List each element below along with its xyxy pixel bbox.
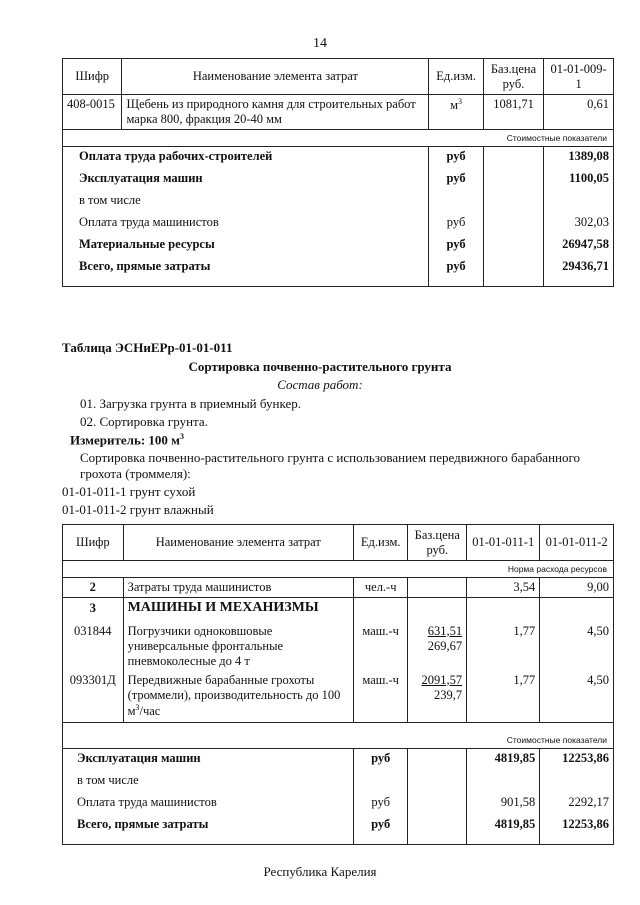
group-code: 3	[63, 598, 124, 622]
work-step: 02. Сортировка грунта.	[80, 414, 208, 429]
price-bottom: 239,7	[433, 687, 463, 702]
group-row	[63, 598, 614, 622]
cost-value: 1389,08	[544, 147, 614, 169]
cost-row	[63, 147, 614, 169]
header-code: Шифр	[63, 525, 124, 561]
cost-row	[63, 771, 614, 793]
cost-v2: 12253,86	[540, 815, 614, 845]
cost-header-row	[63, 723, 614, 749]
row-name: Погрузчики одноковшовые универсальные фронтальные пневмоколесные до 4 т	[123, 622, 353, 671]
section-subtitle: Состав работ:	[277, 377, 363, 392]
row-name	[123, 671, 353, 723]
header-unit: Ед.изм.	[353, 525, 408, 561]
group-empty	[408, 598, 467, 622]
cost-unit: руб	[429, 147, 483, 169]
cost-value: 1100,05	[544, 169, 614, 191]
measure-text: Измеритель: 100 м	[70, 432, 181, 448]
name-sup: 3	[135, 702, 140, 712]
cost-value	[544, 191, 614, 213]
cost-name: Эксплуатация машин	[63, 169, 429, 191]
cost-header-row	[63, 130, 614, 147]
cost-name: Всего, прямые затраты	[63, 257, 429, 287]
table-row	[63, 622, 614, 671]
name-tail: /час	[139, 703, 161, 718]
norm-header: Норма расхода ресурсов	[63, 561, 614, 578]
group-empty	[467, 598, 540, 622]
row-code: 408-0015	[63, 95, 122, 130]
group-empty	[353, 598, 408, 622]
cost-name: в том числе	[63, 771, 354, 793]
table-header-row	[63, 59, 614, 95]
header-price: Баз.цена руб.	[483, 59, 543, 95]
cost-value: 29436,71	[544, 257, 614, 287]
row-unit: маш.-ч	[353, 671, 408, 723]
cost-row	[63, 815, 614, 845]
header-code: Шифр	[63, 59, 122, 95]
measure-unit	[70, 432, 184, 448]
row-unit: чел.-ч	[353, 578, 408, 598]
row-code: 093301Д	[63, 671, 124, 723]
row-price	[408, 622, 467, 671]
cost-header: Стоимостные показатели	[63, 130, 614, 147]
header-unit: Ед.изм.	[429, 59, 483, 95]
row-unit: маш.-ч	[353, 622, 408, 671]
header-norm: 01-01-009-1	[544, 59, 614, 95]
cost-empty	[483, 235, 543, 257]
cost-row	[63, 749, 614, 771]
cost-row	[63, 793, 614, 815]
cost-row	[63, 191, 614, 213]
cost-v2: 12253,86	[540, 749, 614, 771]
cost-name: Материальные ресурсы	[63, 235, 429, 257]
cost-value: 26947,58	[544, 235, 614, 257]
row-name: Щебень из природного камня для строительных работ марка 800, фракция 20-40 мм	[122, 95, 429, 130]
cost-unit	[353, 771, 408, 793]
row-v1: 1,77	[467, 671, 540, 723]
cost-name: Оплата труда машинистов	[63, 793, 354, 815]
cost-name: в том числе	[63, 191, 429, 213]
table-header-row	[63, 525, 614, 561]
cost-empty	[408, 815, 467, 845]
cost-unit: руб	[429, 257, 483, 287]
table-row	[63, 671, 614, 723]
measure-sup: 3	[180, 432, 185, 441]
row-v2: 4,50	[540, 622, 614, 671]
section-description: Сортировка почвенно-растительного грунта с использованием передвижного барабанного грохота (троммеля):	[80, 450, 580, 481]
price-top: 631,51	[427, 623, 463, 638]
cost-name: Оплата труда рабочих-строителей	[63, 147, 429, 169]
row-v2: 9,00	[540, 578, 614, 598]
row-value: 0,61	[544, 95, 614, 130]
cost-v1: 4819,85	[467, 749, 540, 771]
cost-row	[63, 169, 614, 191]
cost-row	[63, 235, 614, 257]
cost-unit: руб	[353, 749, 408, 771]
row-code: 2	[63, 578, 124, 598]
cost-unit: руб	[353, 793, 408, 815]
cost-value: 302,03	[544, 213, 614, 235]
row-price: 1081,71	[483, 95, 543, 130]
table-row	[63, 95, 614, 130]
cost-name: Всего, прямые затраты	[63, 815, 354, 845]
footer-region: Республика Карелия	[263, 864, 377, 879]
row-v1: 1,77	[467, 622, 540, 671]
cost-table-2	[62, 524, 614, 845]
cost-row	[63, 257, 614, 287]
page-number: 14	[313, 36, 327, 51]
section-title: Сортировка почвенно-растительного грунта	[188, 359, 452, 374]
header-name: Наименование элемента затрат	[122, 59, 429, 95]
cost-name: Оплата труда машинистов	[63, 213, 429, 235]
cost-v1: 901,58	[467, 793, 540, 815]
cost-row	[63, 213, 614, 235]
norm-header-row	[63, 561, 614, 578]
cost-v2	[540, 771, 614, 793]
table-row	[63, 578, 614, 598]
cost-unit	[429, 191, 483, 213]
header-name: Наименование элемента затрат	[123, 525, 353, 561]
cost-unit: руб	[429, 169, 483, 191]
header-norm-2: 01-01-011-2	[540, 525, 614, 561]
cost-header: Стоимостные показатели	[63, 723, 614, 749]
cost-empty	[408, 771, 467, 793]
cost-empty	[483, 213, 543, 235]
row-unit	[429, 95, 483, 130]
cost-empty	[408, 793, 467, 815]
variant-item: 01-01-011-2 грунт влажный	[62, 502, 214, 517]
row-code: 031844	[63, 622, 124, 671]
cost-unit: руб	[429, 235, 483, 257]
cost-empty	[483, 147, 543, 169]
row-price	[408, 578, 467, 598]
cost-v2: 2292,17	[540, 793, 614, 815]
cost-empty	[408, 749, 467, 771]
cost-name: Эксплуатация машин	[63, 749, 354, 771]
price-bottom: 269,67	[427, 638, 463, 653]
variant-item: 01-01-011-1 грунт сухой	[62, 484, 196, 499]
unit-sup: 3	[458, 97, 463, 106]
group-empty	[540, 598, 614, 622]
price-top: 2091,57	[421, 672, 463, 687]
row-v1: 3,54	[467, 578, 540, 598]
name-text: Передвижные барабанные грохоты (троммели), производительность до 100 м	[127, 672, 341, 718]
cost-table-1	[62, 58, 614, 287]
cost-empty	[483, 191, 543, 213]
group-name: МАШИНЫ И МЕХАНИЗМЫ	[123, 598, 353, 622]
cost-v1: 4819,85	[467, 815, 540, 845]
header-norm-1: 01-01-011-1	[467, 525, 540, 561]
row-v2: 4,50	[540, 671, 614, 723]
cost-empty	[483, 257, 543, 287]
table-title: Таблица ЭСНиЕРр-01-01-011	[62, 340, 233, 355]
unit-text: м	[450, 98, 459, 113]
cost-unit: руб	[429, 213, 483, 235]
work-step: 01. Загрузка грунта в приемный бункер.	[80, 396, 301, 411]
row-name: Затраты труда машинистов	[123, 578, 353, 598]
cost-v1	[467, 771, 540, 793]
cost-empty	[483, 169, 543, 191]
row-price	[408, 671, 467, 723]
header-price: Баз.цена руб.	[408, 525, 467, 561]
cost-unit: руб	[353, 815, 408, 845]
